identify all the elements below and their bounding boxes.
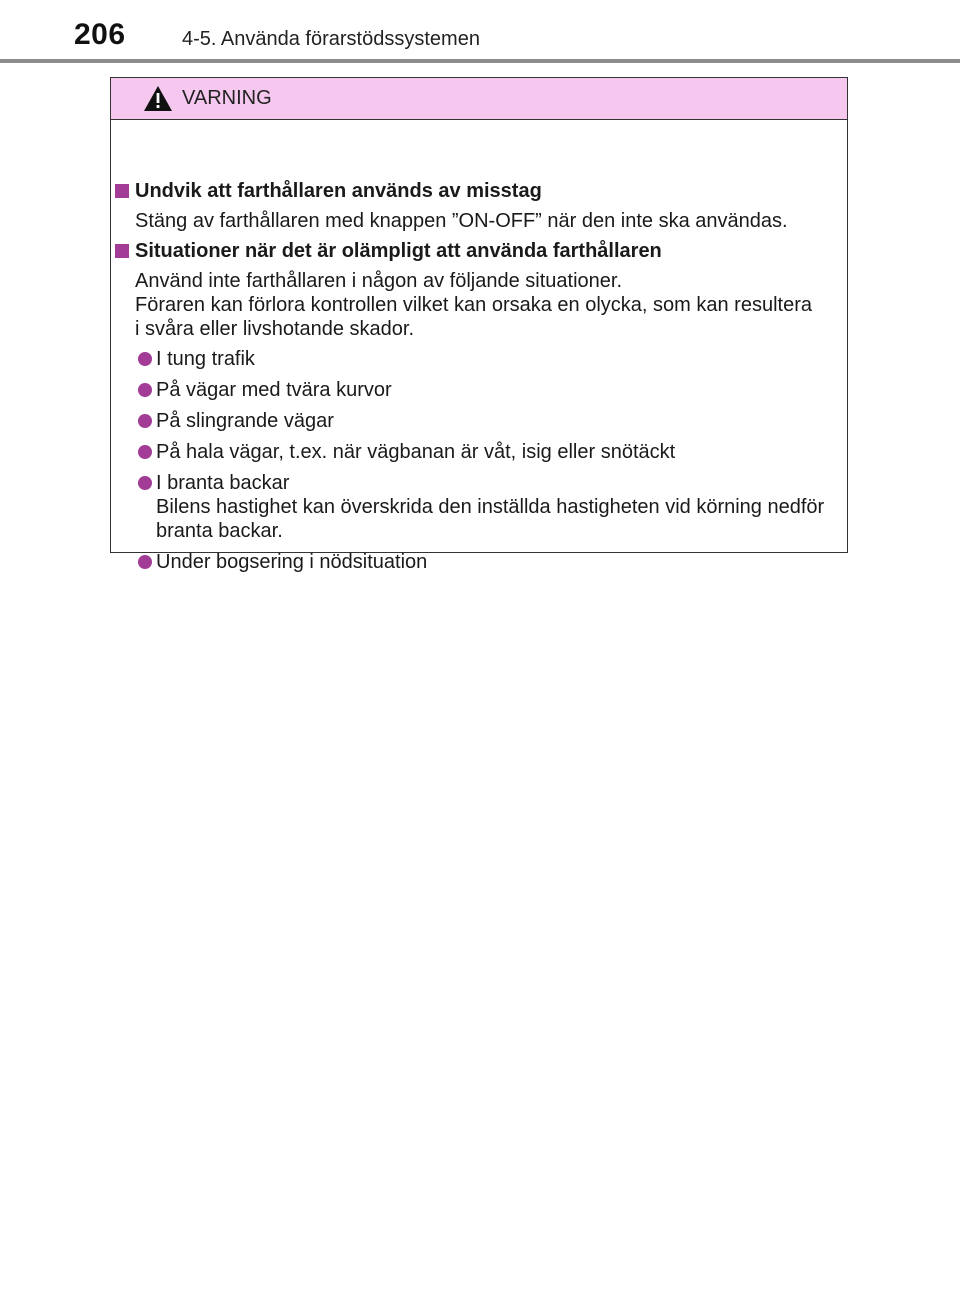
warning-section-accidental-use (111, 179, 847, 233)
round-bullet-icon (138, 414, 152, 428)
list-item (138, 409, 334, 433)
text-line: Stäng av farthållaren med knappen ”ON-OFF” när den inte ska användas. (135, 210, 788, 232)
list-item-label: På hala vägar, t.ex. när vägbanan är våt, isig eller snötäckt (156, 441, 676, 463)
list-item-label: I branta backar (156, 472, 290, 494)
round-bullet-icon (138, 476, 152, 490)
text-line: Använd inte farthållaren i någon av följande situationer. (135, 270, 623, 292)
list-item-detail: branta backar. (156, 520, 283, 542)
section-heading (111, 179, 847, 203)
section-title: 4-5. Använda förarstödssystemen (182, 28, 480, 50)
list-item-label: På slingrande vägar (156, 410, 334, 432)
list-item (138, 550, 427, 574)
warning-box (110, 77, 848, 573)
warning-section-unsuitable-situations (111, 239, 847, 341)
section-heading-text: Situationer när det är olämpligt att använda farthållaren (135, 240, 662, 262)
list-item-label: Under bogsering i nödsituation (156, 551, 428, 573)
header-divider (0, 59, 960, 63)
list-item-detail: Bilens hastighet kan överskrida den inställda hastigheten vid körning nedför (156, 496, 825, 518)
warning-triangle-icon (143, 85, 173, 112)
page-header (0, 0, 960, 64)
list-item (138, 378, 392, 402)
section-heading-text: Undvik att farthållaren används av misstag (135, 180, 542, 202)
list-item (138, 440, 675, 464)
section-heading (111, 239, 847, 263)
list-item (138, 471, 824, 543)
section-text (111, 269, 847, 341)
text-line: Föraren kan förlora kontrollen vilket kan orsaka en olycka, som kan resultera (135, 294, 812, 316)
square-bullet-icon (115, 184, 129, 198)
warning-label: VARNING (182, 87, 272, 109)
list-item (138, 347, 255, 371)
section-text (111, 209, 847, 233)
round-bullet-icon (138, 352, 152, 366)
square-bullet-icon (115, 244, 129, 258)
list-item-label: På vägar med tvära kurvor (156, 379, 392, 401)
round-bullet-icon (138, 445, 152, 459)
round-bullet-icon (138, 383, 152, 397)
list-item-label: I tung trafik (156, 348, 255, 370)
page-number: 206 (74, 18, 126, 51)
round-bullet-icon (138, 555, 152, 569)
text-line: i svåra eller livshotande skador. (135, 318, 415, 340)
warning-header (111, 78, 847, 120)
